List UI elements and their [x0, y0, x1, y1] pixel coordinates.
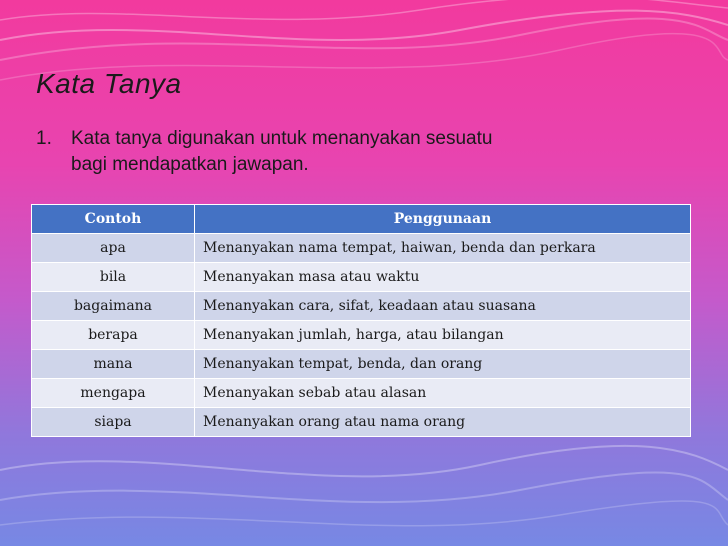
table-row: [32, 321, 691, 350]
table-row: [32, 292, 691, 321]
table-row: [32, 408, 691, 437]
kata-tanya-table: [31, 204, 691, 437]
cell-penggunaan: Menanyakan orang atau nama orang: [195, 408, 691, 437]
table-row: [32, 379, 691, 408]
cell-penggunaan: Menanyakan tempat, benda, dan orang: [195, 350, 691, 379]
cell-contoh: mengapa: [32, 379, 195, 408]
cell-contoh: berapa: [32, 321, 195, 350]
bullet-point: [36, 126, 676, 178]
cell-contoh: apa: [32, 234, 195, 263]
cell-contoh: mana: [32, 350, 195, 379]
bullet-line-1: Kata tanya digunakan untuk menanyakan sesuatu: [71, 128, 493, 149]
bullet-line-2: bagi mendapatkan jawapan.: [71, 154, 309, 175]
table-header-row: [32, 205, 691, 234]
cell-contoh: bagaimana: [32, 292, 195, 321]
cell-penggunaan: Menanyakan jumlah, harga, atau bilangan: [195, 321, 691, 350]
table-row: [32, 234, 691, 263]
cell-penggunaan: Menanyakan cara, sifat, keadaan atau suasana: [195, 292, 691, 321]
cell-contoh: bila: [32, 263, 195, 292]
header-contoh: Contoh: [32, 205, 195, 234]
cell-contoh: siapa: [32, 408, 195, 437]
slide-title: Kata Tanya: [36, 68, 182, 99]
cell-penggunaan: Menanyakan sebab atau alasan: [195, 379, 691, 408]
table-row: [32, 350, 691, 379]
table-row: [32, 263, 691, 292]
bullet-number: 1.: [36, 128, 52, 149]
cell-penggunaan: Menanyakan masa atau waktu: [195, 263, 691, 292]
cell-penggunaan: Menanyakan nama tempat, haiwan, benda dan perkara: [195, 234, 691, 263]
header-penggunaan: Penggunaan: [195, 205, 691, 234]
